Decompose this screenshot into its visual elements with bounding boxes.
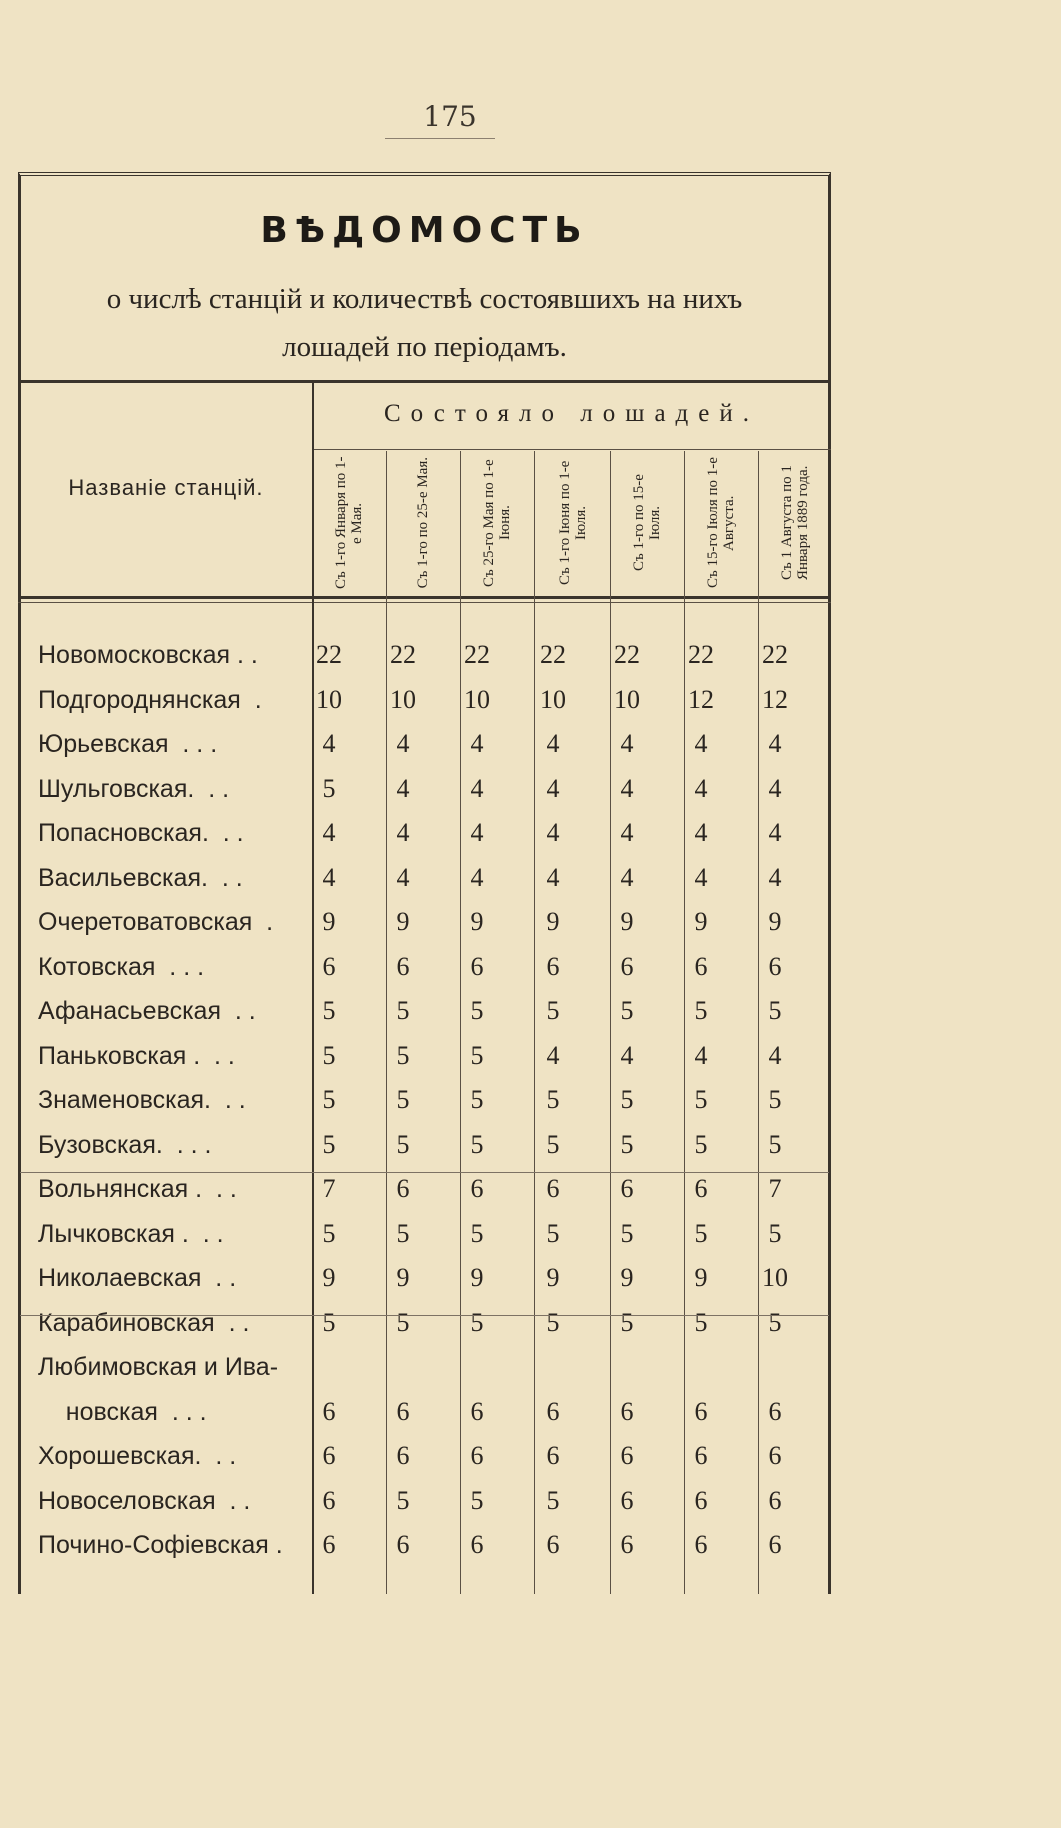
column-header: Съ 1-го Іюня по 1-е Іюля. — [557, 460, 589, 586]
horse-count-cell — [594, 1345, 660, 1389]
horse-count-cell: 12 — [688, 684, 714, 714]
page-number-rule — [385, 138, 495, 139]
horse-count-cell: 4 — [546, 729, 560, 758]
station-name: Шульговская. . . — [38, 774, 230, 803]
station-name: Васильевская. . . — [38, 863, 243, 892]
horse-count-cell: 5 — [322, 1040, 336, 1070]
horse-count-cell: 6 — [322, 1530, 336, 1559]
horse-count-cell: 9 — [694, 907, 708, 936]
horse-count-cell: 6 — [546, 951, 560, 981]
horse-count-cell: 6 — [768, 1396, 782, 1426]
horse-count-cell: 22 — [762, 640, 788, 669]
horse-count-cell: 5 — [322, 1085, 336, 1114]
horse-count-cell: 10 — [762, 1263, 788, 1292]
horse-count-cell: 10 — [390, 684, 416, 714]
horse-count-cell: 5 — [546, 1307, 560, 1337]
station-name: Очеретоватовская . — [38, 908, 274, 936]
horse-count-cell: 4 — [768, 862, 782, 892]
group-header-rule — [314, 449, 831, 450]
horse-count-cell: 5 — [396, 1218, 410, 1248]
table-row — [20, 1345, 829, 1389]
horse-count-cell: 4 — [620, 773, 634, 803]
horse-count-cell: 9 — [470, 907, 484, 936]
horse-count-cell: 6 — [620, 1441, 634, 1470]
column-header: Съ 1 Августа по 1 Января 1889 года. — [779, 465, 811, 581]
station-name: Паньковская . . . — [38, 1041, 235, 1070]
horse-count-cell: 4 — [694, 1040, 708, 1070]
station-name: Попасновская. . . — [38, 819, 244, 847]
horse-count-cell: 5 — [470, 1129, 484, 1159]
table-row — [20, 678, 829, 722]
horse-count-cell: 5 — [470, 1085, 484, 1114]
column-header: Съ 15-го Іюля по 1-е Августа. — [705, 457, 737, 589]
table-row — [20, 1434, 829, 1478]
horse-count-cell: 4 — [620, 862, 634, 892]
horse-count-cell — [296, 1345, 362, 1389]
station-name: Подгороднянская . — [38, 685, 262, 714]
horse-count-cell: 4 — [546, 773, 560, 803]
horse-count-cell: 4 — [694, 729, 708, 758]
column-header: Съ 1-го Января по 1-е Мая. — [333, 456, 365, 590]
horse-count-cell: 6 — [322, 1396, 336, 1426]
horse-count-cell: 6 — [546, 1441, 560, 1470]
horse-count-cell: 9 — [546, 1263, 560, 1292]
header-bottom-rule-2 — [18, 602, 831, 603]
horse-count-cell: 4 — [470, 818, 484, 847]
horse-count-cell: 5 — [768, 1307, 782, 1337]
table-row — [20, 900, 829, 944]
horse-count-cell: 5 — [546, 1085, 560, 1114]
station-name: Знаменовская. . . — [38, 1086, 246, 1114]
horse-count-cell: 5 — [546, 1485, 560, 1515]
station-name: Новомосковская . . — [38, 641, 258, 669]
row-separator — [20, 1172, 829, 1173]
subtitle-line-1: о числѣ станцій и количествѣ состоявшихъ на нихъ — [106, 283, 743, 315]
horse-count-cell: 5 — [396, 1485, 410, 1515]
horse-count-cell: 4 — [546, 1040, 560, 1070]
horse-count-cell: 5 — [620, 1085, 634, 1114]
horse-count-cell: 5 — [322, 1218, 336, 1248]
table-row — [20, 1078, 829, 1122]
horse-count-cell: 5 — [546, 1218, 560, 1248]
horse-count-cell: 4 — [322, 818, 336, 847]
table-row — [20, 989, 829, 1033]
horse-count-cell: 5 — [396, 1040, 410, 1070]
horse-count-cell: 22 — [614, 640, 640, 669]
horse-count-cell: 22 — [316, 640, 342, 669]
horse-count-cell: 22 — [390, 640, 416, 669]
table-row — [20, 1123, 829, 1167]
horse-count-cell: 9 — [322, 1263, 336, 1292]
document-title: ВѢДОМОСТЬ — [260, 210, 589, 251]
horse-count-cell: 4 — [322, 729, 336, 758]
horse-count-cell: 6 — [470, 1396, 484, 1426]
table-row — [20, 856, 829, 900]
horse-count-cell: 5 — [322, 1129, 336, 1159]
horse-count-cell: 4 — [768, 729, 782, 758]
horse-count-cell: 6 — [620, 1485, 634, 1515]
station-name: Лычковская . . . — [38, 1219, 224, 1248]
column-header: Съ 25-го Мая по 1-е Іюня. — [481, 459, 513, 587]
horse-count-cell: 5 — [694, 1218, 708, 1248]
horse-count-cell — [668, 1345, 734, 1389]
horse-count-cell: 6 — [694, 1530, 708, 1559]
horse-count-cell: 9 — [694, 1263, 708, 1292]
header-top-rule — [18, 380, 831, 383]
horse-count-cell: 6 — [546, 1396, 560, 1426]
horse-count-cell: 6 — [470, 1441, 484, 1470]
horse-count-cell: 6 — [694, 951, 708, 981]
horse-count-cell: 4 — [470, 862, 484, 892]
table-row — [20, 633, 829, 677]
horse-count-cell: 6 — [546, 1530, 560, 1559]
horse-count-cell: 5 — [694, 1307, 708, 1337]
horse-count-cell: 9 — [322, 907, 336, 936]
horse-count-cell: 5 — [546, 1129, 560, 1159]
horse-count-cell: 6 — [322, 1485, 336, 1515]
horse-count-cell: 5 — [768, 1129, 782, 1159]
horse-count-cell: 4 — [470, 729, 484, 758]
horse-count-cell: 5 — [322, 1307, 336, 1337]
horse-count-cell: 4 — [694, 862, 708, 892]
horse-count-cell: 5 — [322, 773, 336, 803]
station-name: Юрьевская . . . — [38, 730, 218, 758]
horse-count-cell: 6 — [322, 1441, 336, 1470]
horse-count-cell: 9 — [620, 1263, 634, 1292]
horse-count-cell: 4 — [322, 862, 336, 892]
horse-count-cell: 6 — [768, 1530, 782, 1559]
horse-count-cell: 5 — [620, 996, 634, 1025]
station-name: новская . . . — [38, 1397, 207, 1426]
horse-count-cell: 5 — [768, 1085, 782, 1114]
horse-count-cell: 9 — [396, 907, 410, 936]
horse-count-cell: 6 — [470, 951, 484, 981]
page-number: 175 — [423, 100, 477, 133]
document-subtitle — [18, 275, 831, 371]
subtitle-line-2: лошадей по періодамъ. — [282, 331, 567, 363]
horse-count-cell: 12 — [762, 684, 788, 714]
horse-count-cell: 4 — [396, 862, 410, 892]
horse-count-cell: 5 — [620, 1307, 634, 1337]
horse-count-cell: 4 — [546, 862, 560, 892]
horse-count-cell: 9 — [470, 1263, 484, 1292]
horse-count-cell: 5 — [470, 996, 484, 1025]
horse-count-cell: 4 — [396, 773, 410, 803]
horse-count-cell: 4 — [620, 818, 634, 847]
horse-count-cell: 9 — [546, 907, 560, 936]
horse-count-cell: 5 — [396, 1085, 410, 1114]
station-name: Почино-Софіевская . — [38, 1531, 283, 1559]
horse-count-cell: 5 — [470, 1485, 484, 1515]
horse-count-cell: 7 — [768, 1174, 782, 1203]
horse-count-cell: 6 — [396, 1174, 410, 1203]
group-header: Состояло лошадей. — [383, 400, 759, 427]
horse-count-cell: 6 — [620, 1530, 634, 1559]
horse-count-cell: 6 — [470, 1530, 484, 1559]
horse-count-cell: 5 — [396, 1129, 410, 1159]
horse-count-cell — [370, 1345, 436, 1389]
station-name: Новоселовская . . — [38, 1486, 251, 1515]
horse-count-cell: 5 — [322, 996, 336, 1025]
table-row — [20, 945, 829, 989]
horse-count-cell: 6 — [768, 951, 782, 981]
horse-count-cell: 6 — [620, 1396, 634, 1426]
horse-count-cell: 10 — [614, 684, 640, 714]
horse-count-cell: 4 — [620, 729, 634, 758]
station-name: Бузовская. . . . — [38, 1130, 212, 1159]
horse-count-cell: 9 — [396, 1263, 410, 1292]
horse-count-cell: 6 — [694, 1441, 708, 1470]
horse-count-cell: 4 — [768, 818, 782, 847]
horse-count-cell: 4 — [694, 773, 708, 803]
horse-count-cell: 5 — [768, 996, 782, 1025]
table-row — [20, 1167, 829, 1211]
table-row — [20, 1212, 829, 1256]
horse-count-cell: 5 — [768, 1218, 782, 1248]
horse-count-cell: 6 — [768, 1441, 782, 1470]
table-row — [20, 1301, 829, 1345]
horse-count-cell: 5 — [620, 1218, 634, 1248]
horse-count-cell: 6 — [396, 1441, 410, 1470]
horse-count-cell: 6 — [694, 1174, 708, 1203]
horse-count-cell — [520, 1345, 586, 1389]
horse-count-cell: 4 — [768, 773, 782, 803]
horse-count-cell: 5 — [470, 1218, 484, 1248]
station-name: Афанасьевская . . — [38, 997, 256, 1025]
horse-count-cell: 6 — [546, 1174, 560, 1203]
horse-count-cell: 22 — [464, 640, 490, 669]
station-name: Николаевская . . — [38, 1264, 237, 1292]
horse-count-cell: 5 — [694, 1085, 708, 1114]
horse-count-cell: 6 — [620, 1174, 634, 1203]
horse-count-cell: 6 — [396, 1530, 410, 1559]
horse-count-cell: 4 — [620, 1040, 634, 1070]
column-header: Съ 1-го по 25-е Мая. — [415, 457, 431, 589]
column-header: Съ 1-го по 15-е Іюля. — [631, 474, 663, 572]
table-row — [20, 1256, 829, 1300]
table-row — [20, 767, 829, 811]
horse-count-cell: 4 — [768, 1040, 782, 1070]
table-row — [20, 1034, 829, 1078]
station-name: Хорошевская. . . — [38, 1442, 237, 1470]
station-name: Вольнянская . . . — [38, 1175, 237, 1203]
horse-count-cell: 5 — [620, 1129, 634, 1159]
table-row — [20, 1523, 829, 1567]
horse-count-cell: 4 — [694, 818, 708, 847]
horse-count-cell: 6 — [322, 951, 336, 981]
horse-count-cell: 4 — [396, 729, 410, 758]
horse-count-cell: 22 — [688, 640, 714, 669]
horse-count-cell: 6 — [470, 1174, 484, 1203]
station-name-header: Названіе станцій. — [68, 475, 264, 500]
horse-count-cell: 6 — [694, 1485, 708, 1515]
table-row — [20, 811, 829, 855]
station-name: Любимовская и Ива- — [38, 1353, 279, 1381]
table-row — [20, 1479, 829, 1523]
horse-count-cell: 6 — [768, 1485, 782, 1515]
horse-count-cell: 4 — [470, 773, 484, 803]
horse-count-cell: 7 — [322, 1174, 336, 1203]
horse-count-cell: 9 — [620, 907, 634, 936]
horse-count-cell: 6 — [694, 1396, 708, 1426]
horse-count-cell: 9 — [768, 907, 782, 936]
station-name: Котовская . . . — [38, 952, 205, 981]
horse-count-cell: 5 — [546, 996, 560, 1025]
horse-count-cell: 6 — [396, 951, 410, 981]
horse-count-cell: 5 — [470, 1307, 484, 1337]
horse-count-cell: 5 — [396, 996, 410, 1025]
header-bottom-rule — [18, 596, 831, 599]
horse-count-cell: 10 — [464, 684, 490, 714]
horse-count-cell: 5 — [694, 1129, 708, 1159]
horse-count-cell: 10 — [540, 684, 566, 714]
horse-count-cell: 10 — [316, 684, 342, 714]
horse-count-cell: 5 — [694, 996, 708, 1025]
horse-count-cell — [742, 1345, 808, 1389]
table-row — [20, 1390, 829, 1434]
horse-count-cell — [444, 1345, 510, 1389]
horse-count-cell: 4 — [396, 818, 410, 847]
station-name: Карабиновская . . — [38, 1308, 250, 1337]
horse-count-cell: 4 — [546, 818, 560, 847]
horse-count-cell: 6 — [396, 1396, 410, 1426]
horse-count-cell: 6 — [620, 951, 634, 981]
horse-count-cell: 22 — [540, 640, 566, 669]
horse-count-cell: 5 — [396, 1307, 410, 1337]
row-separator — [20, 1315, 829, 1316]
horse-count-cell: 5 — [470, 1040, 484, 1070]
table-row — [20, 722, 829, 766]
